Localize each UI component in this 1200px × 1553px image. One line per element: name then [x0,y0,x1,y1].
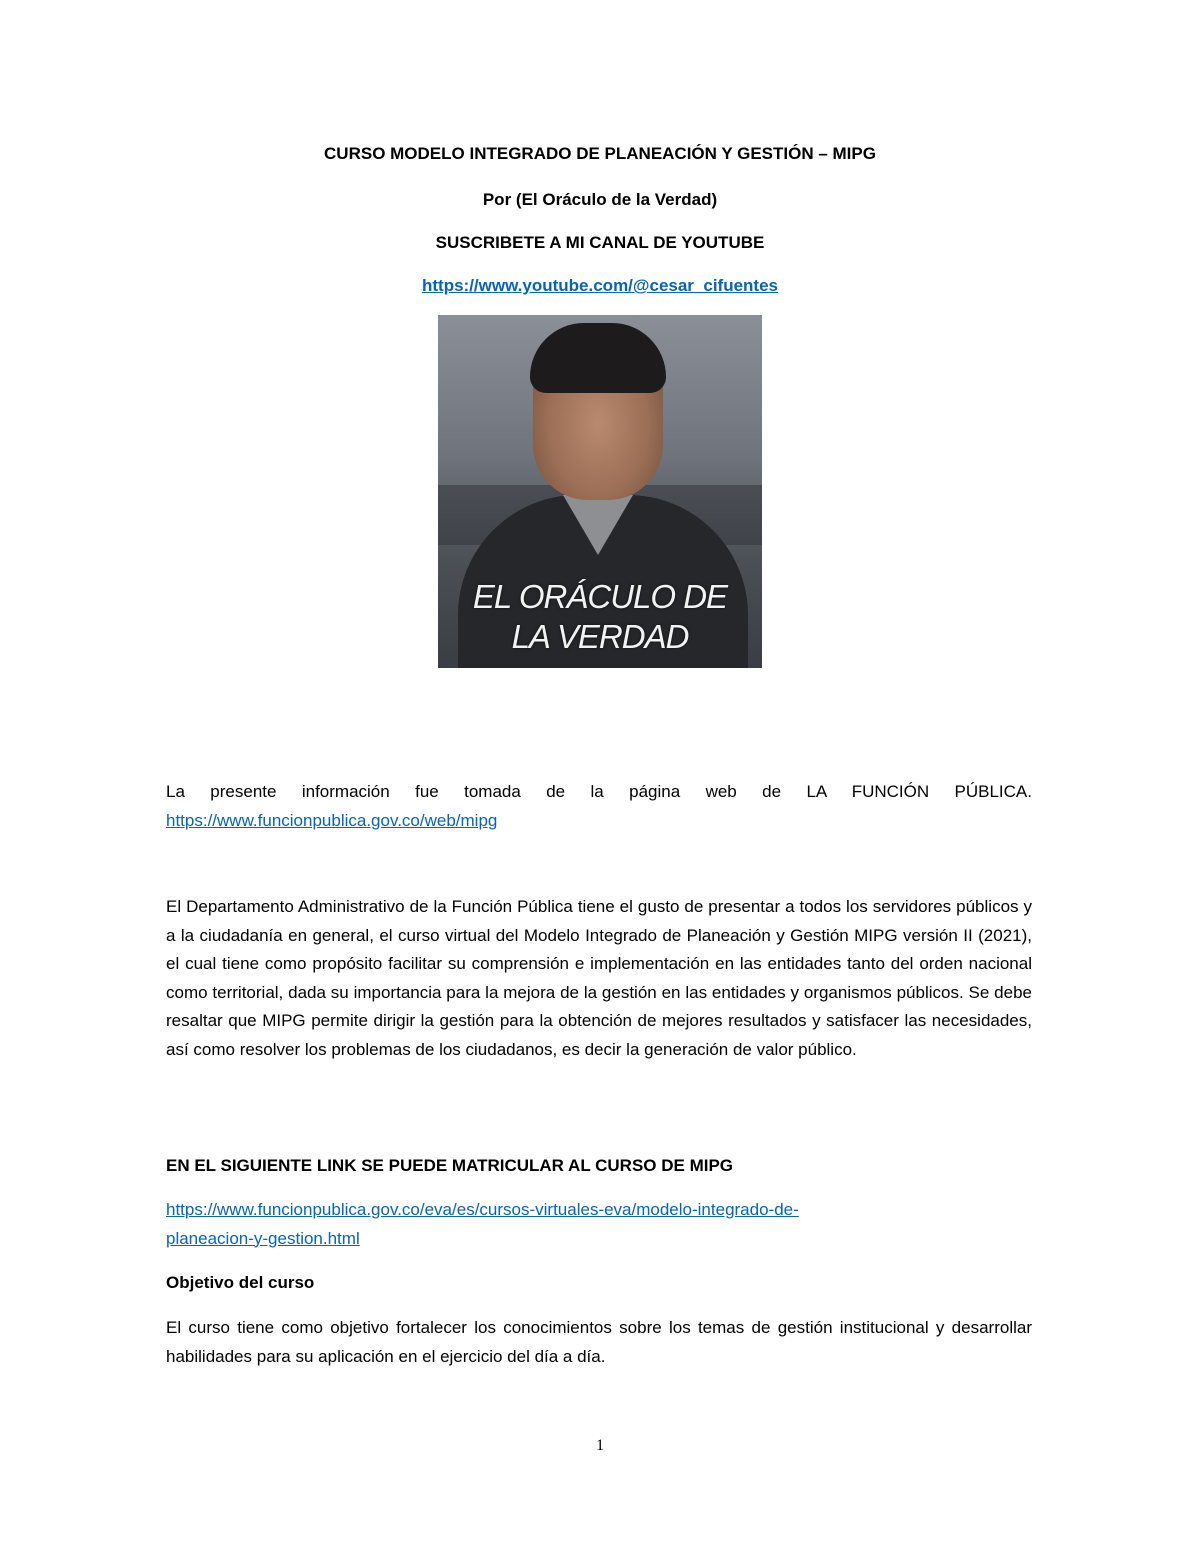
objective-paragraph: El curso tiene como objetivo fortalecer los conocimientos sobre los temas de gestión institucional y desarrollar habilidades para su aplicación en el ejercicio del día a día. [166,1318,1032,1366]
youtube-link-wrapper [0,276,1200,296]
photo-hair [530,323,666,393]
photo-caption-line2: LA VERDAD [511,618,689,655]
document-title: CURSO MODELO INTEGRADO DE PLANEACIÓN Y GESTIÓN – MIPG [324,144,876,163]
author-line: Por (El Oráculo de la Verdad) [482,190,718,209]
description-paragraph: El Departamento Administrativo de la Función Pública tiene el gusto de presentar a todos los servidores públicos y a la ciudadanía en general, el curso virtual del Modelo Integrado de Planeación y Gestión MIPG versión II (2021), el cual tiene como propósito facilitar su comprensión e implementación en las entidades tanto del orden nacional como territorial, dada su importancia para la mejora de la gestión en las entidades y organismos públicos. Se debe resaltar que MIPG permite dirigir la gestión para la obtención de mejores resultados y satisfacer las necesidades, así como resolver los problemas de los ciudadanos, es decir la generación de valor público. [166,897,1032,1059]
funcionpublica-link[interactable]: https://www.funcionpublica.gov.co/web/mipg [166,810,498,830]
enroll-link-line2[interactable]: planeacion-y-gestion.html [166,1228,360,1248]
intro-text: La presente información fue tomada de la página web de LA FUNCIÓN PÚBLICA. [166,782,1032,801]
page-number: 1 [596,1437,604,1454]
objective-heading: Objetivo del curso [166,1273,315,1292]
youtube-channel-link[interactable]: https://www.youtube.com/@cesar_cifuentes [421,276,779,295]
enroll-link-block [166,1196,1032,1253]
author-photo [438,315,762,668]
intro-paragraph [166,778,1032,835]
photo-caption [438,577,762,657]
subscribe-heading: SUSCRIBETE A MI CANAL DE YOUTUBE [435,233,765,252]
photo-caption-line1: EL ORÁCULO DE [472,578,728,615]
enroll-heading: EN EL SIGUIENTE LINK SE PUEDE MATRICULAR AL CURSO DE MIPG [166,1156,734,1175]
enroll-link-line1[interactable]: https://www.funcionpublica.gov.co/eva/es/cursos-virtuales-eva/modelo-integrado-de- [166,1200,799,1219]
